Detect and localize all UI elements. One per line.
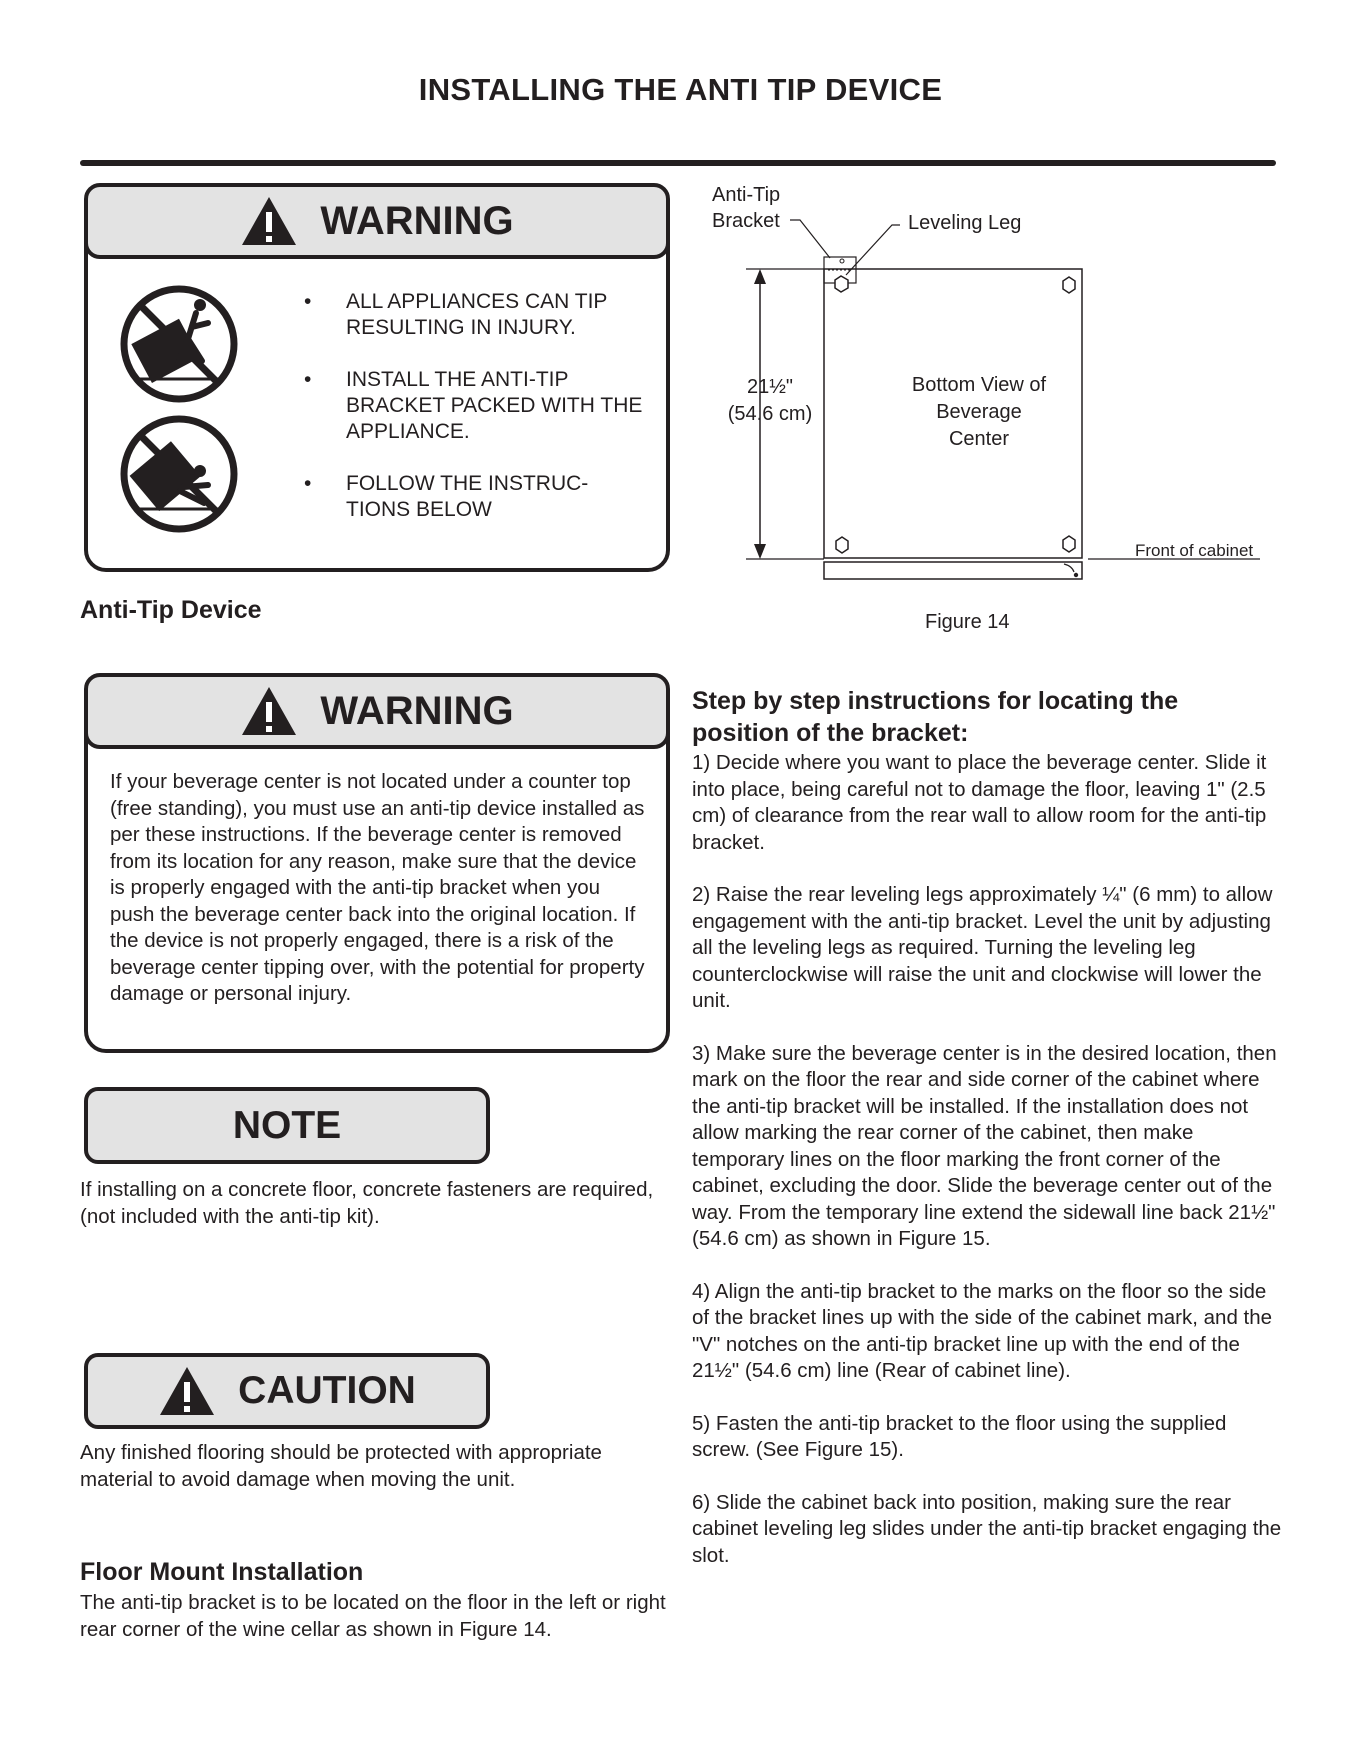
page-title: INSTALLING THE ANTI TIP DEVICE — [418, 72, 943, 107]
warning-bullet: • INSTALL THE ANTI-TIP BRACKET PACKED WITH THE APPLIANCE. — [304, 368, 643, 443]
steps-heading: Step by step instructions for locating the position of the bracket: — [692, 687, 1179, 747]
bottom-view-label: Bottom View of Beverage Center — [911, 374, 1047, 450]
step-item: 2) Raise the rear leveling legs approximately ¼" (6 mm) to allow engagement with the anti-tip bracket. Level the unit by adjusting all the leveling legs as required. Turning the leveling leg counterclockwise will raise the unit and clockwise will lower the unit. — [692, 883, 1273, 1012]
note-text: If installing on a concrete floor, concrete fasteners are required, (not included with the anti-tip kit). — [80, 1178, 654, 1228]
warning-text: If your beverage center is not located under a counter top (free standing), you must use an anti-tip device installed as per these instructions. If the beverage center is removed from its location for any reason, make sure that the device is properly engaged with the anti-tip bracket when you push the beverage center back into the original location. If the device is not properly engaged, there is a risk of the beverage center tipping over, with the potential for property damage or personal injury. — [110, 770, 645, 1005]
warning-box-top — [84, 183, 670, 572]
caution-label: CAUTION — [238, 1369, 416, 1412]
dimension-label: 21½" (54.6 cm) — [727, 376, 813, 425]
warning-label: WARNING — [320, 688, 514, 733]
warning-icon — [158, 1365, 216, 1417]
anti-tip-bracket-label: Anti-Tip Bracket — [712, 184, 781, 232]
title-divider — [80, 160, 1276, 166]
step-item: 5) Fasten the anti-tip bracket to the floor using the supplied screw. (See Figure 15). — [692, 1411, 1227, 1461]
floor-mount-text: The anti-tip bracket is to be located on the floor in the left or right rear corner of the wine cellar as shown in Figure 14. — [80, 1591, 666, 1641]
warning-bullet: • FOLLOW THE INSTRUC- TIONS BELOW — [304, 472, 589, 521]
step-item: 3) Make sure the beverage center is in the desired location, then mark on the floor the rear and side corner of the cabinet where the anti-tip bracket will be installed. If the installation does not allow marking the rear corner of the cabinet, then make temporary lines on the floor marking the front corner of the cabinet, excluding the door. Slide the beverage center out of the way. From the temporary line extend the sidewall line back 21½" (54.6 cm) as shown in Figure 15. — [692, 1041, 1277, 1250]
warning-bullets — [304, 289, 644, 549]
caution-text: Any finished flooring should be protected with appropriate material to avoid damage when moving the unit. — [80, 1441, 602, 1491]
front-of-cabinet-label: Front of cabinet — [1135, 541, 1254, 560]
warning-banner — [84, 183, 670, 259]
warning-icon — [240, 685, 298, 737]
warning-bullet: • ALL APPLIANCES CAN TIP RESULTING IN INJURY. — [304, 290, 608, 339]
tip-over-pictogram-icon — [118, 283, 240, 405]
steps-list — [692, 750, 1284, 1595]
tip-over-fallen-pictogram-icon — [118, 413, 240, 535]
warning-label: WARNING — [320, 198, 514, 243]
caution-banner — [84, 1353, 490, 1429]
step-item: 1) Decide where you want to place the beverage center. Slide it into place, being careful not to damage the floor, leaving 1" (2.5 cm) of clearance from the rear wall to allow room for the anti-tip bracket. — [692, 751, 1267, 854]
warning-icon — [240, 195, 298, 247]
floor-mount-heading: Floor Mount Installation — [80, 1558, 364, 1586]
warning-box-middle — [84, 673, 670, 1053]
step-item: 6) Slide the cabinet back into position, making sure the rear cabinet leveling leg slides under the anti-tip bracket engaging the slot. — [692, 1490, 1282, 1567]
leveling-leg-label: Leveling Leg — [908, 212, 1022, 234]
anti-tip-device-heading: Anti-Tip Device — [80, 596, 262, 624]
note-label: NOTE — [232, 1103, 342, 1147]
note-banner — [84, 1087, 490, 1164]
warning-banner — [84, 673, 670, 749]
step-item: 4) Align the anti-tip bracket to the marks on the floor so the side of the bracket lines up with the side of the cabinet mark, and the "V" notches on the anti-tip bracket line up with the end of the 21½" (54.6 cm) line (Rear of cabinet line). — [692, 1279, 1273, 1382]
figure-caption: Figure 14 — [925, 611, 1010, 633]
